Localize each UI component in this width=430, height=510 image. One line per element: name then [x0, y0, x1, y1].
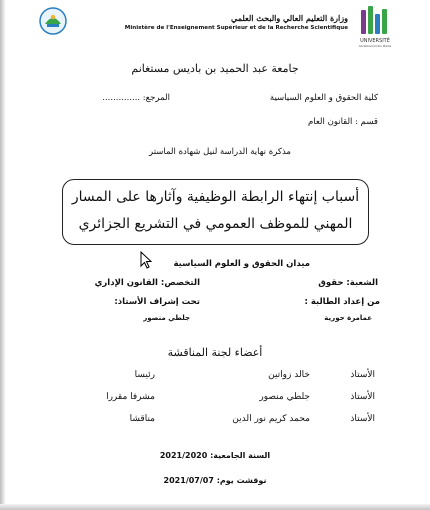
ministry-arabic: وزارة التعليم العالي والبحث العلمي: [231, 13, 348, 23]
ministry-emblem-icon: [38, 6, 68, 36]
thesis-title-line-2: المهني للموظف العمومي في التشريع الجزائري: [78, 216, 353, 232]
thesis-title-box: [62, 179, 369, 245]
committee-member-title-1: الأستاذ: [350, 370, 375, 380]
committee-member-title-2: الأستاذ: [350, 392, 375, 402]
field-of-study: ميدان الحقوق و العلوم السياسية: [173, 259, 310, 269]
ministry-french: Ministère de l'Enseignement Supérieur et de la Recherche Scientifique: [124, 25, 348, 31]
committee-member-role-1: رئيسا: [134, 370, 155, 380]
student-label: من إعداد الطالبة :: [304, 297, 380, 307]
university-logo-subcaption: Abdelhamid Ibn Badis: [358, 44, 392, 48]
defense-date: نوقشت يوم: 2021/07/07: [163, 476, 267, 485]
university-name: جامعة عبد الحميد بن باديس مستغانم: [131, 62, 299, 75]
page-shadow-bottom: [0, 504, 430, 510]
branch-label: الشعبة: حقوق: [318, 278, 378, 288]
supervisor-name: جلطي منصور: [143, 314, 190, 322]
committee-title: أعضاء لجنة المناقشة: [167, 346, 263, 359]
reference-field: المرجع: ..............: [102, 93, 170, 103]
committee-member-role-3: مناقشا: [129, 414, 155, 424]
committee-member-name-3: محمد كريم نور الدين: [232, 414, 310, 424]
student-name: عمامرة حورية: [324, 314, 372, 322]
department-name: قسم : القانون العام: [307, 117, 378, 127]
university-logo-caption: UNIVERSITÉ: [360, 38, 390, 44]
supervisor-label: تحت إشراف الأستاذ:: [114, 297, 200, 307]
university-logo: [358, 6, 392, 48]
specialty-label: التخصص: القانون الإداري: [94, 278, 200, 288]
memo-type: مذكرة نهاية الدراسة لنيل شهادة الماستر: [149, 147, 291, 157]
page-shadow-left: [0, 0, 5, 510]
committee-member-title-3: الأستاذ: [350, 414, 375, 424]
committee-member-name-2: جلطي منصور: [259, 392, 310, 402]
faculty-name: كلية الحقوق و العلوم السياسية: [269, 93, 378, 103]
thesis-title-line-1: أسباب إنتهاء الرابطة الوظيفية وآثارها على المسار: [71, 189, 360, 205]
academic-year: السنة الجامعية: 2021/2020: [159, 451, 271, 460]
committee-member-name-1: خالد زواتين: [268, 370, 310, 380]
committee-member-role-2: مشرفا مقررا: [106, 392, 155, 402]
